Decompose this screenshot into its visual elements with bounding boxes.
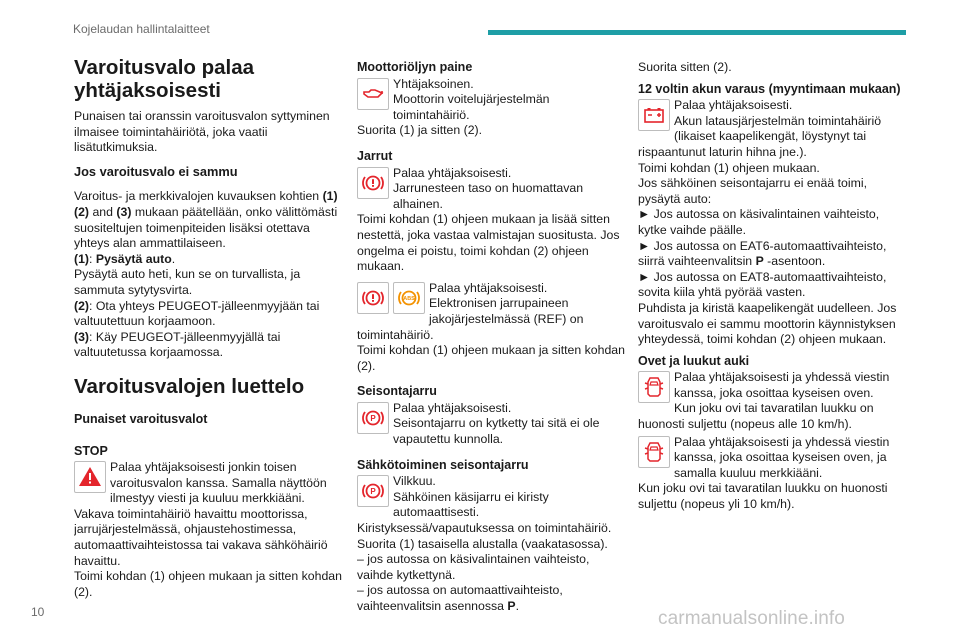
svg-text:P: P (370, 487, 376, 497)
stop-text: Palaa yhtäjaksoisesti jonkin toisen varoitusvalon kanssa. Samalla näyttöön ilmestyy viesti ja kuuluu merkkiääni. (110, 460, 327, 506)
doors-entry-1: Palaa yhtäjaksoisesti ja yhdessä viestin kanssa, joka osoittaa kyseisen oven. Kun joku ovi tai tavaratilan luukku on huonosti suljettu (nopeus alle 10 km/h). (638, 370, 890, 432)
step-1-text: Pysäytä auto heti, kun se on turvallista, ja sammuta sytytysvirta. (74, 267, 301, 297)
continued-text: Suorita sitten (2). (638, 60, 732, 74)
intro-text: Punaisen tai oranssin varoitusvalon syttyminen ilmaisee toimintahäiriötä, joka vaatii lisätutkimuksia. (74, 109, 330, 155)
column-middle (357, 60, 625, 615)
parking-brake-entry: P Palaa yhtäjaksoisesti. Seisontajarru on kytketty tai sitä ei ole vapautettu kunnolla. (357, 401, 625, 448)
electric-parking-brake-entry: P Vilkkuu. Sähköinen käsijarru ei kiristy automaattisesti. Kiristyksessä/vapautuksessa on toimintahäiriö. Suorita (1) tasaisella alustalla (vaakatasossa). – jos autossa on käsivalintainen vaihteisto, vaihde kytkettynä. – jos autossa on automaattivaihteisto, vaihteenvalitsin asennossa P. (357, 474, 612, 613)
subtitle-red-lights: Punaiset varoitusvalot (74, 411, 208, 426)
oil-pressure-title: Moottoriöljyn paine (357, 60, 473, 74)
stop-title: STOP (74, 443, 108, 458)
ref-icon-pair (357, 282, 425, 314)
header-accent-bar (488, 30, 906, 35)
stop-text-2: Vakava toimintahäiriö havaittu moottorissa, jarrujärjestelmässä, ohjaustehostimessa, automaattivaihteistossa tai vakava sähköhäiriö havaittu. (74, 506, 328, 568)
door-open-icon (638, 371, 670, 403)
stop-text-3: Toimi kohdan (1) ohjeen mukaan ja sitten kohdan (2). (74, 569, 342, 599)
watermark: carmanualsonline.info (658, 608, 845, 629)
brakes-entry: Palaa yhtäjaksoisesti. Jarrunesteen taso on huomattavan alhainen. Toimi kohdan (1) ohjeen mukaan ja lisää sitten nestettä, joka vastaa valmistajan suositusta. Jos ongelma ei poistu, toimi kohdan (2) ohjeen mukaan. (357, 165, 620, 274)
brake-warning-icon (357, 282, 389, 314)
step-3: (3): Käy PEUGEOT-jälleenmyyjällä tai valtuutetussa korjaamossa. (74, 329, 281, 360)
section-title-warning-list: Varoitusvalojen luettelo (74, 374, 305, 398)
door-open-icon (638, 436, 670, 468)
abs-icon (393, 282, 425, 314)
battery-icon (638, 99, 670, 131)
brakes-title: Jarrut (357, 148, 393, 163)
parking-brake-title: Seisontajarru (357, 384, 437, 399)
brake-warning-icon (357, 167, 389, 199)
column-right (638, 60, 906, 513)
header-title: Kojelaudan hallintalaitteet (73, 22, 210, 36)
doors-entry-2: Palaa yhtäjaksoisesti ja yhdessä viestin kanssa, joka osoittaa kyseisen oven, ja samalla kuuluu merkkiääni. Kun joku ovi tai tavaratilan luukku on huonosti suljettu (nopeus yli 10 km/h). (638, 434, 890, 512)
step-2: (2): Ota yhteys PEUGEOT-jälleenmyyjään tai valtuutettuun korjaamoon. (74, 298, 320, 329)
oil-pressure-entry: Yhtäjaksoinen. Moottorin voitelujärjestelmän toimintahäiriö. Suorita (1) ja sitten (2). (357, 76, 550, 138)
stop-entry (74, 460, 342, 600)
battery-title: 12 voltin akun varaus (myyntimaan mukaan) (638, 81, 901, 96)
ref-entry: ABS Palaa yhtäjaksoisesti. Elektronisen jarrupaineen jakojärjestelmässä (REF) on toimintahäiriö. Toimi kohdan (1) ohjeen mukaan ja sitten kohdan (2). (357, 280, 625, 373)
stop-warning-icon (74, 461, 106, 493)
column-left (74, 56, 342, 600)
section-title-steady-warning: Varoitusvalo palaa yhtäjaksoisesti (74, 56, 255, 102)
battery-entry: Palaa yhtäjaksoisesti. Akun latausjärjestelmän toimintahäiriö (likaiset kaapelikengät, löystynyt tai rispaantunut laturin hihna jne.). Toimi kohdan (1) ohjeen mukaan. Jos sähköinen seisontajarru ei enää toimi, pysäytä auto: ► Jos autossa on käsivalintainen vaihteisto, kytke vaihde päälle. ► Jos autossa on EAT6-automaattivaihteisto, siirrä vaihteenvalitsin P -asentoon. ► Jos autossa on EAT8-automaattivaihteisto, sovita kiila yhtä pyörää vasten. Puhdista ja kiristä kaapelikengät uudelleen. Jos varoitusvalo ei sammu moottorin käynnistyksen yhteydessä, toimi kohdan (2) ohjeen mukaan. (638, 98, 897, 347)
instructions-paragraph: Varoitus- ja merkkivalojen kuvauksen kohtien (1)(2) and (3) mukaan päätellään, onko välittömästi suositeltujen toimenpiteiden lisäksi otettava yhteys alan ammattilaiseen. (74, 189, 338, 251)
svg-text:P: P (370, 413, 376, 423)
subtitle-light-stays-on: Jos varoitusvalo ei sammu (74, 163, 238, 179)
doors-title: Ovet ja luukut auki (638, 353, 750, 368)
step-1: (1): Pysäytä auto. (74, 251, 176, 266)
electric-parking-brake-title: Sähkötoiminen seisontajarru (357, 457, 529, 472)
oil-can-icon (357, 78, 389, 110)
electric-parking-brake-icon (357, 475, 389, 507)
parking-brake-icon (357, 402, 389, 434)
svg-text:ABS: ABS (403, 295, 415, 302)
page-number: 10 (31, 605, 45, 619)
